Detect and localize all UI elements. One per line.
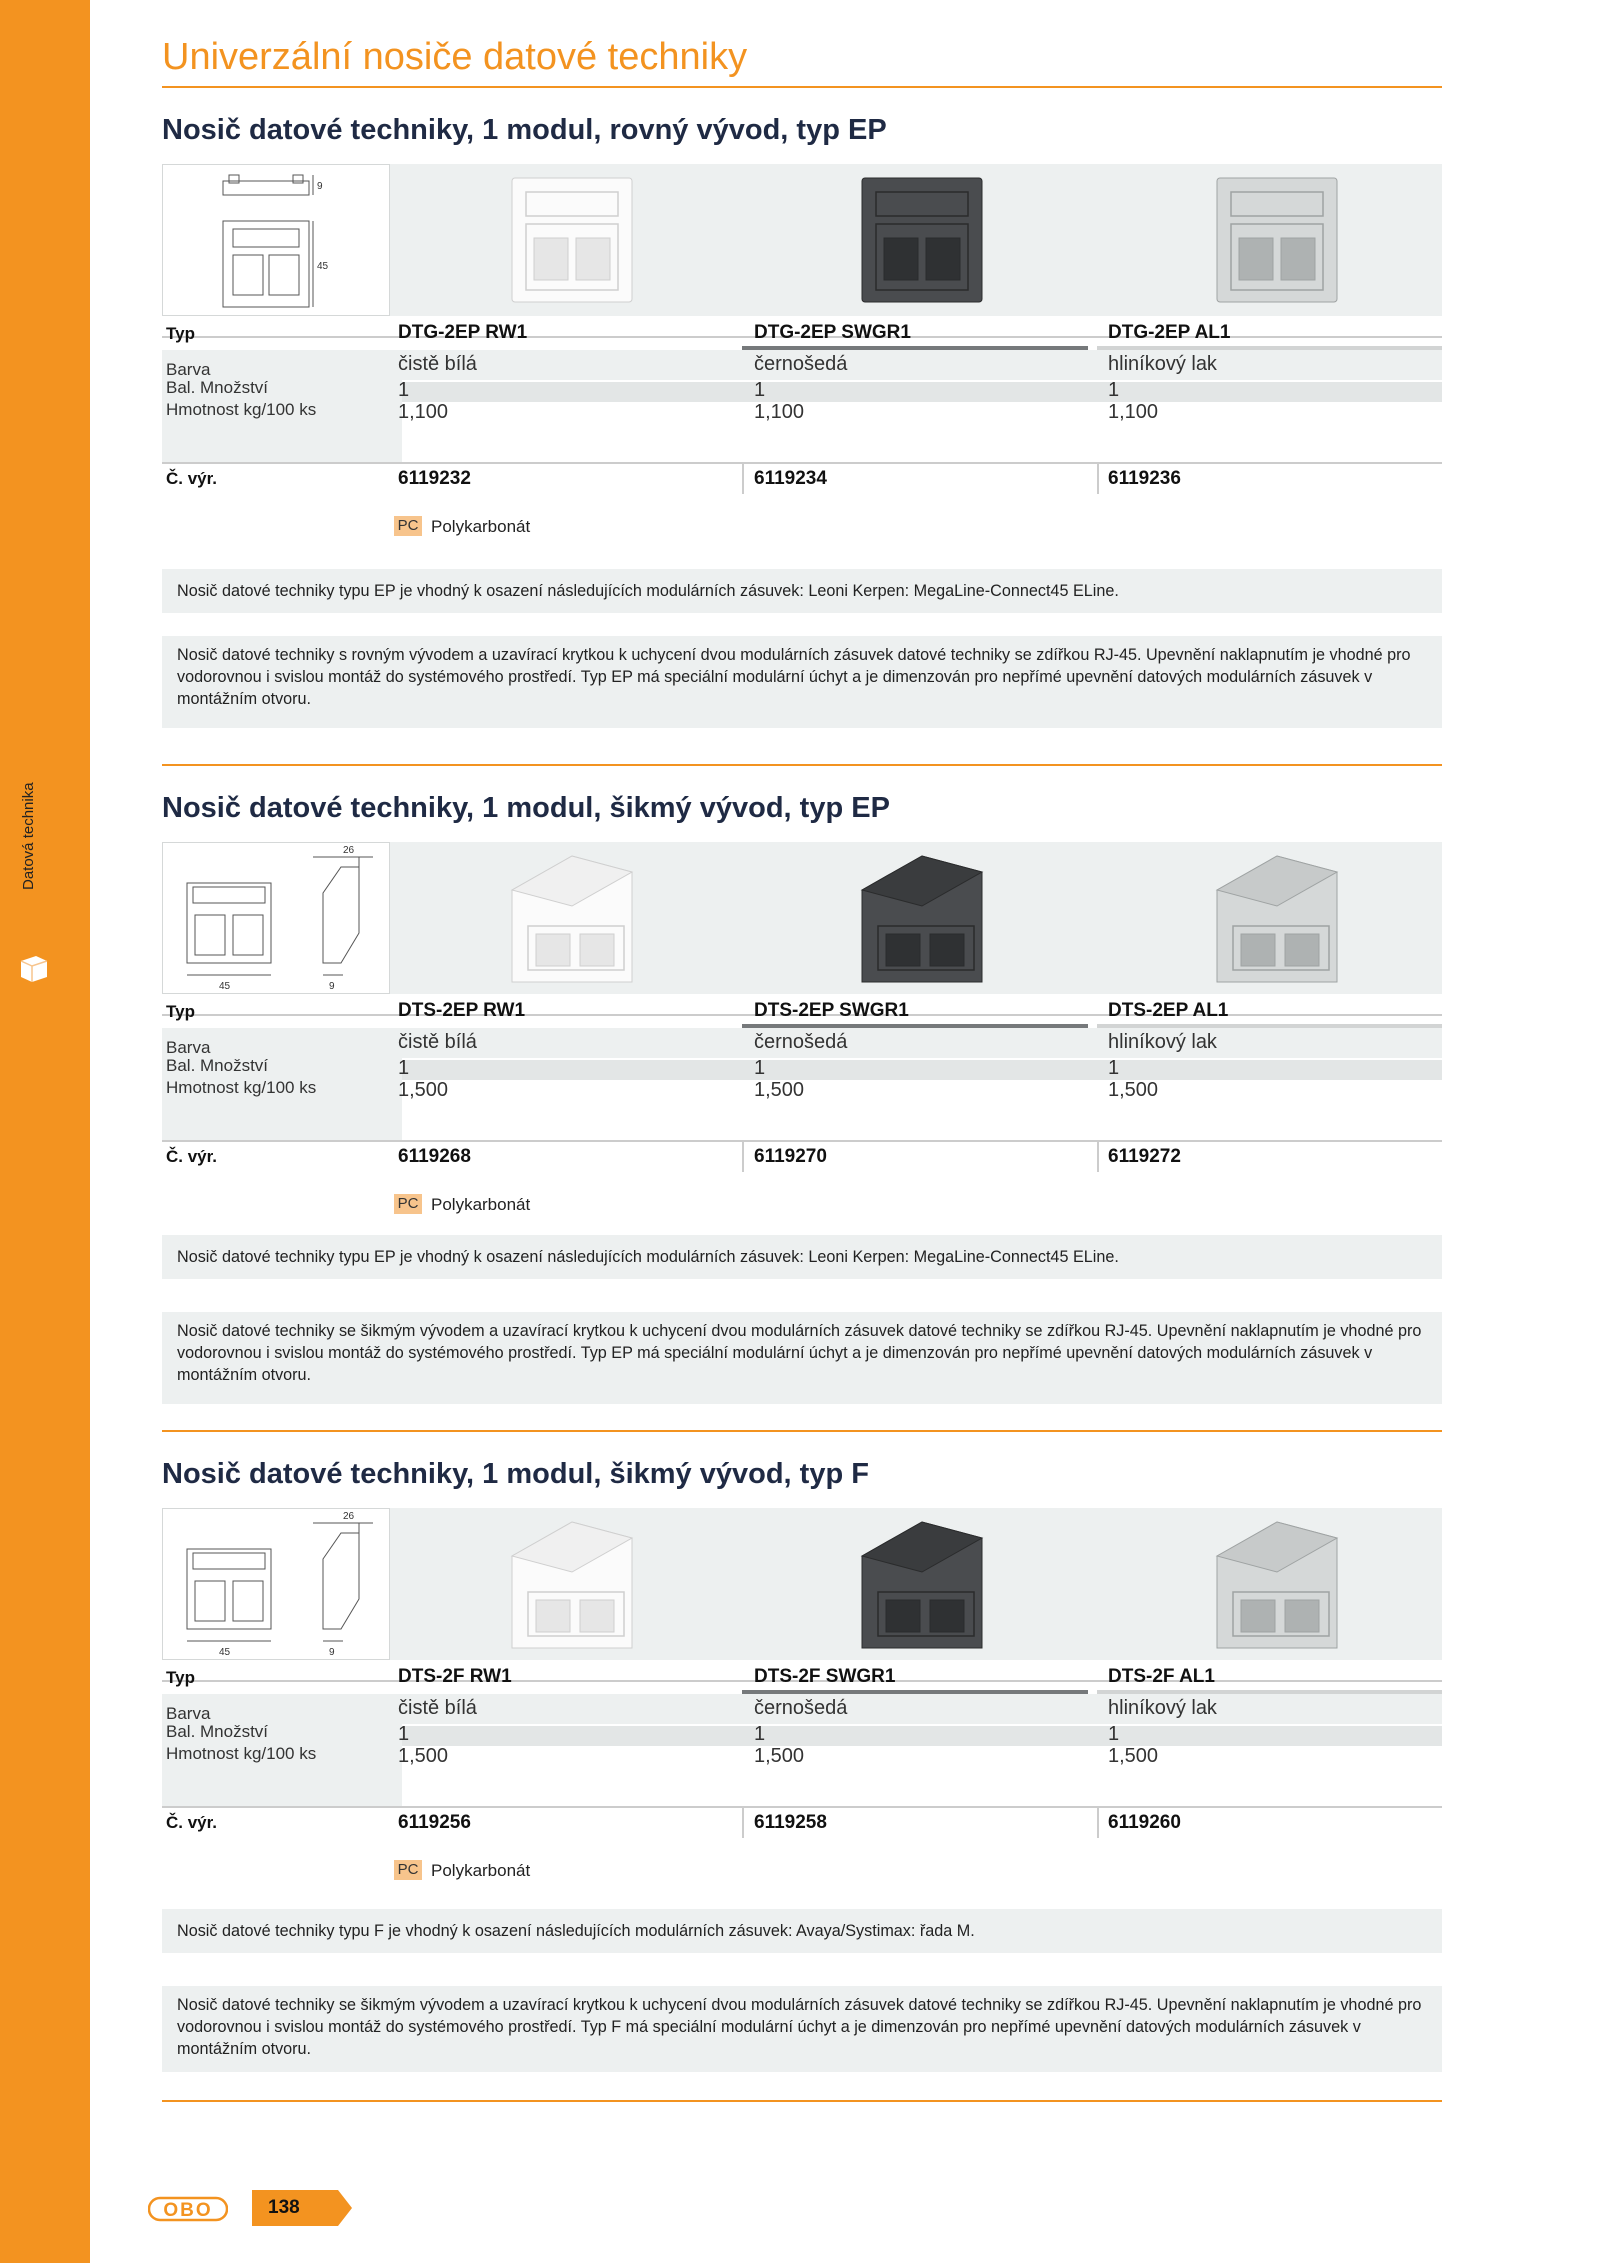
product-qty: 1 xyxy=(1108,379,1120,401)
product-weight: 1,100 xyxy=(754,401,805,423)
image-row xyxy=(162,164,1442,316)
article-number: 6119260 xyxy=(1108,1812,1181,1833)
section-divider xyxy=(162,764,1442,766)
article-number: 6119268 xyxy=(398,1146,471,1167)
sidebar-label: Datová technika xyxy=(20,782,37,890)
page-title: Univerzální nosiče datové techniky xyxy=(162,36,748,78)
article-number: 6119236 xyxy=(1108,468,1181,489)
title-divider xyxy=(162,86,1442,88)
description-note: Nosič datové techniky se šikmým vývodem a uzavírací krytkou k uchycení dvou modulárních zásuvek datové techniky se zdířkou RJ-45. Upevnění naklapnutím je vhodné pro vodorovnou i svislou montáž do systémového prostředí. Typ EP má speciální modulární úchyt a je dimenzován pro nepřímé upevnění datových modulárních zásuvek v montážním otvoru. xyxy=(162,1312,1442,1404)
product-type: DTS-2F AL1 xyxy=(1108,1666,1215,1687)
product-color: čistě bílá xyxy=(398,1031,477,1053)
product-image-black xyxy=(852,1516,992,1652)
label-hmotnost: Hmotnost kg/100 ks xyxy=(166,1078,317,1097)
material-badge: PC xyxy=(394,516,422,536)
obo-logo xyxy=(148,2194,228,2224)
drawing-dim: 26 xyxy=(343,845,355,856)
label-cislo: Č. výr. xyxy=(166,1147,218,1166)
label-bal: Bal. Množství xyxy=(166,1722,269,1741)
product-color: černošedá xyxy=(754,1697,848,1719)
section-title: Nosič datové techniky, 1 modul, šikmý vývod, typ EP xyxy=(162,792,890,824)
label-cislo: Č. výr. xyxy=(166,469,218,488)
product-image-white xyxy=(502,1516,642,1652)
compatibility-note: Nosič datové techniky typu EP je vhodný k osazení následujících modulárních zásuvek: Leoni Kerpen: MegaLine-Connect45 ELine. xyxy=(162,569,1442,613)
technical-drawing xyxy=(162,1508,390,1660)
product-color: hliníkový lak xyxy=(1108,353,1217,375)
label-cislo: Č. výr. xyxy=(166,1813,218,1832)
product-color: čistě bílá xyxy=(398,353,477,375)
sidebar xyxy=(0,0,90,2263)
product-weight: 1,500 xyxy=(754,1079,805,1101)
label-hmotnost: Hmotnost kg/100 ks xyxy=(166,400,317,419)
section-divider xyxy=(162,2100,1442,2102)
product-qty: 1 xyxy=(1108,1057,1120,1079)
product-color: hliníkový lak xyxy=(1108,1697,1217,1719)
product-qty: 1 xyxy=(754,1057,766,1079)
logo-text: OBO xyxy=(163,2200,213,2221)
material-badge: PC xyxy=(394,1860,422,1880)
product-image-white xyxy=(502,850,642,986)
material-name: Polykarbonát xyxy=(431,517,531,536)
label-barva: Barva xyxy=(166,1038,211,1057)
image-row xyxy=(162,1508,1442,1660)
compatibility-note: Nosič datové techniky typu F je vhodný k osazení následujících modulárních zásuvek: Avaya/Systimax: řada M. xyxy=(162,1909,1442,1953)
product-weight: 1,500 xyxy=(754,1745,805,1767)
section-2 xyxy=(162,792,1442,1442)
product-image-aluminium xyxy=(1207,172,1347,308)
article-number: 6119234 xyxy=(754,468,827,489)
drawing-dim: 9 xyxy=(329,1647,335,1658)
label-bal: Bal. Množství xyxy=(166,1056,269,1075)
drawing-dim: 45 xyxy=(317,261,329,272)
label-typ: Typ xyxy=(166,1668,195,1687)
product-qty: 1 xyxy=(398,1057,410,1079)
product-type: DTS-2F RW1 xyxy=(398,1666,512,1687)
section-1 xyxy=(162,114,1442,764)
drawing-dim: 9 xyxy=(317,181,323,192)
section-3 xyxy=(162,1458,1442,2108)
page-number-text: 138 xyxy=(268,2197,300,2218)
article-number: 6119232 xyxy=(398,468,471,489)
product-image-white xyxy=(502,172,642,308)
description-note: Nosič datové techniky s rovným vývodem a uzavírací krytkou k uchycení dvou modulárních zásuvek datové techniky se zdířkou RJ-45. Upevnění naklapnutím je vhodné pro vodorovnou i svislou montáž do systémového prostředí. Typ EP má speciální modulární úchyt a je dimenzován pro nepřímé upevnění datových modulárních zásuvek v montážním otvoru. xyxy=(162,636,1442,728)
product-qty: 1 xyxy=(1108,1723,1120,1745)
technical-drawing xyxy=(162,164,390,316)
product-type: DTS-2EP AL1 xyxy=(1108,1000,1229,1021)
label-typ: Typ xyxy=(166,1002,195,1021)
product-image-aluminium xyxy=(1207,1516,1347,1652)
product-type: DTS-2F SWGR1 xyxy=(754,1666,896,1687)
label-typ: Typ xyxy=(166,324,195,343)
product-image-black xyxy=(852,172,992,308)
drawing-dim: 26 xyxy=(343,1511,355,1522)
material-name: Polykarbonát xyxy=(431,1195,531,1214)
drawing-dim: 45 xyxy=(219,981,231,992)
product-qty: 1 xyxy=(398,1723,410,1745)
image-row xyxy=(162,842,1442,994)
product-qty: 1 xyxy=(754,379,766,401)
compatibility-note: Nosič datové techniky typu EP je vhodný k osazení následujících modulárních zásuvek: Leoni Kerpen: MegaLine-Connect45 ELine. xyxy=(162,1235,1442,1279)
article-number: 6119270 xyxy=(754,1146,827,1167)
product-weight: 1,500 xyxy=(1108,1745,1159,1767)
product-weight: 1,500 xyxy=(1108,1079,1159,1101)
page-number xyxy=(252,2190,352,2226)
product-type: DTG-2EP RW1 xyxy=(398,322,528,343)
product-type: DTS-2EP RW1 xyxy=(398,1000,526,1021)
product-weight: 1,100 xyxy=(1108,401,1159,423)
label-bal: Bal. Množství xyxy=(166,378,269,397)
article-number: 6119258 xyxy=(754,1812,827,1833)
product-color: čistě bílá xyxy=(398,1697,477,1719)
article-number: 6119272 xyxy=(1108,1146,1181,1167)
product-color: černošedá xyxy=(754,1031,848,1053)
product-qty: 1 xyxy=(754,1723,766,1745)
section-divider xyxy=(162,1430,1442,1432)
product-color: hliníkový lak xyxy=(1108,1031,1217,1053)
product-weight: 1,500 xyxy=(398,1745,449,1767)
technical-drawing xyxy=(162,842,390,994)
socket-icon xyxy=(18,953,50,985)
product-qty: 1 xyxy=(398,379,410,401)
product-weight: 1,500 xyxy=(398,1079,449,1101)
label-hmotnost: Hmotnost kg/100 ks xyxy=(166,1744,317,1763)
material-badge: PC xyxy=(394,1194,422,1214)
label-barva: Barva xyxy=(166,1704,211,1723)
product-color: černošedá xyxy=(754,353,848,375)
description-note: Nosič datové techniky se šikmým vývodem a uzavírací krytkou k uchycení dvou modulárních zásuvek datové techniky se zdířkou RJ-45. Upevnění naklapnutím je vhodné pro vodorovnou i svislou montáž do systémového prostředí. Typ F má speciální modulární úchyt a je dimenzován pro nepřímé upevnění datových modulárních zásuvek v montážním otvoru. xyxy=(162,1986,1442,2072)
section-title: Nosič datové techniky, 1 modul, rovný vývod, typ EP xyxy=(162,114,887,146)
drawing-dim: 9 xyxy=(329,981,335,992)
section-title: Nosič datové techniky, 1 modul, šikmý vývod, typ F xyxy=(162,1458,869,1490)
product-type: DTG-2EP SWGR1 xyxy=(754,322,911,343)
product-type: DTG-2EP AL1 xyxy=(1108,322,1231,343)
article-number: 6119256 xyxy=(398,1812,471,1833)
label-barva: Barva xyxy=(166,360,211,379)
product-image-aluminium xyxy=(1207,850,1347,986)
drawing-dim: 45 xyxy=(219,1647,231,1658)
material-name: Polykarbonát xyxy=(431,1861,531,1880)
product-type: DTS-2EP SWGR1 xyxy=(754,1000,909,1021)
product-weight: 1,100 xyxy=(398,401,449,423)
product-image-black xyxy=(852,850,992,986)
